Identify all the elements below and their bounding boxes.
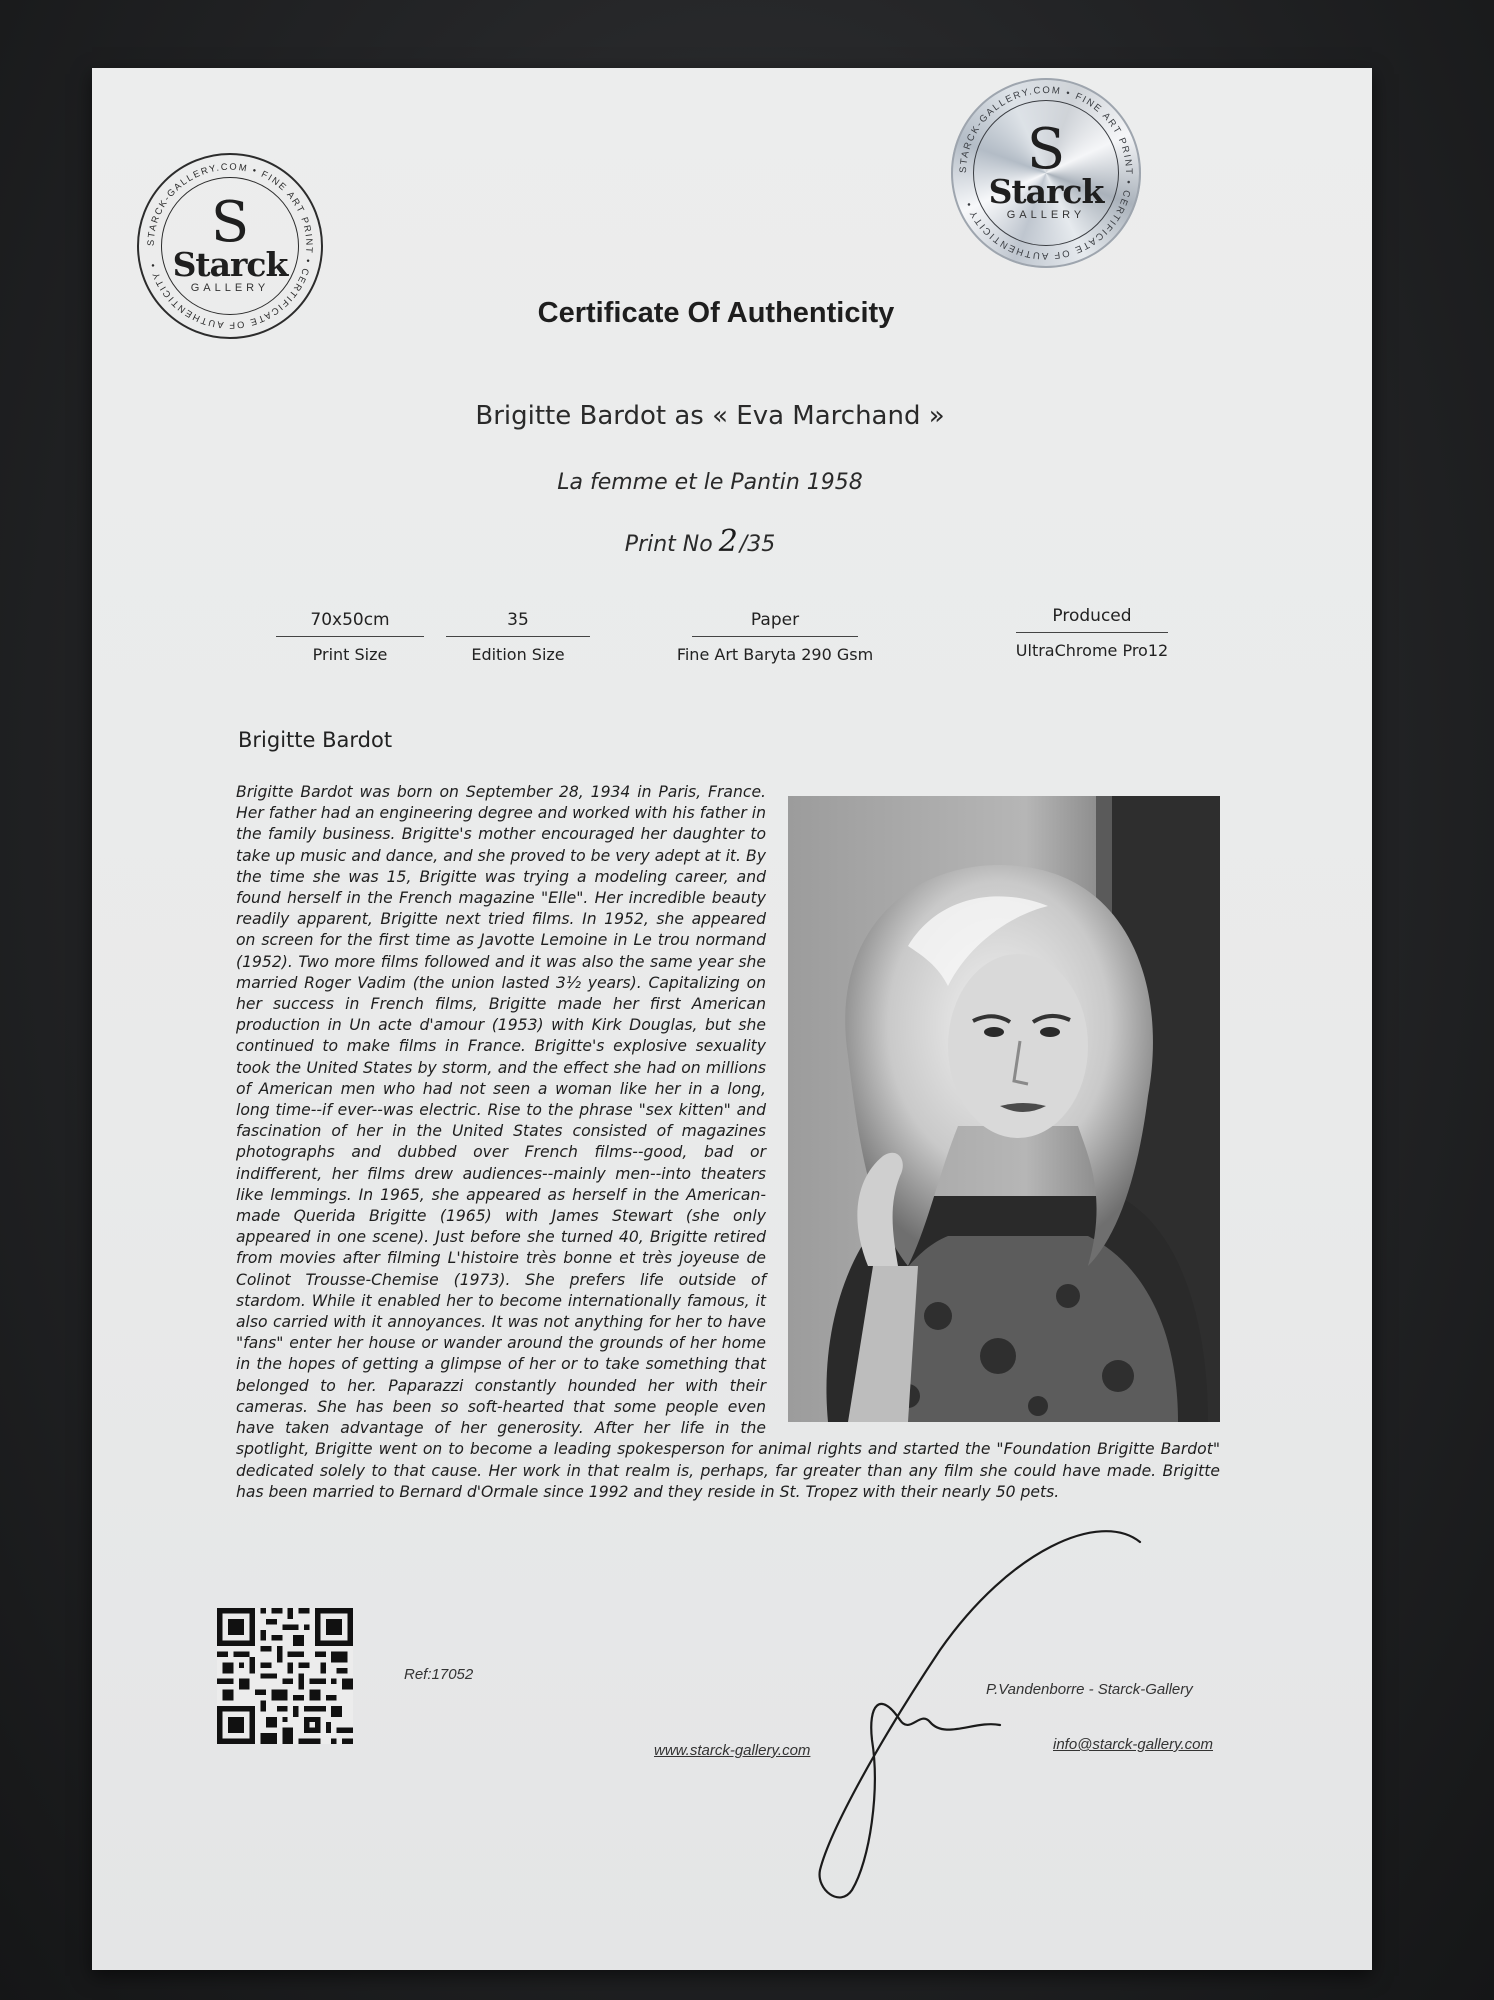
spec-produced (996, 606, 1188, 660)
email-link[interactable]: info@starck-gallery.com (1053, 1736, 1213, 1753)
spec-value: 70x50cm (276, 610, 424, 637)
print-number (500, 524, 900, 559)
spec-value: 35 (446, 610, 590, 637)
bio-section (236, 782, 1220, 1582)
spec-label: Print Size (312, 645, 388, 664)
artwork-subtitle: Brigitte Bardot as « Eva Marchand » (475, 401, 945, 431)
certificate-title: Certificate Of Authenticity (537, 297, 895, 329)
seal-monogram: S (210, 190, 250, 255)
hologram-monogram: S (1026, 117, 1066, 182)
seal-name: Starck (172, 245, 288, 284)
print-number-handwritten: 2 (718, 524, 738, 559)
starck-gallery-seal-left (137, 153, 323, 339)
website-link[interactable]: www.starck-gallery.com (654, 1742, 811, 1759)
film-title: La femme et le Pantin 1958 (557, 470, 863, 495)
spec-label: Edition Size (471, 645, 565, 664)
qr-code-icon[interactable] (217, 1608, 353, 1744)
hologram-seal-right (951, 78, 1141, 268)
hologram-name: Starck (988, 172, 1104, 211)
print-number-total: /35 (739, 532, 776, 557)
bio-text: Brigitte Bardot was born on September 28, 1934 in Paris, France. Her father had an engineering degree and worked with his father in the family business. Brigitte's mother encouraged her daughter to take up music and dance, and she proved to be very adept at it. By the time she was 15, Brigitte was trying a modeling career, and found herself in the French magazine "Elle". Her incredible beauty readily apparent, Brigitte next tried films. In 1952, she appeared on screen for the first time as Javotte Lemoine in Le trou normand (1952). Two more films followed and it was also the same year she married Roger Vadim (the union lasted 3½ years). Capitalizing on her success in French films, Brigitte made her first American production in Un acte d'amour (1953) with Kirk Douglas, but she continued to make films in France. Brigitte's explosive sexuality took the United States by storm, and the effect she had on millions of American men who had not seen a woman like her in a long, long time--if ever--was electric. Rise to the phrase "sex kitten" and fascination of her in the United States consisted of magazines photographs and dubbed over French films--good, bad or indifferent, her films drew audiences--mainly men--into theaters like lemmings. In 1965, she appeared as herself in the American-made Querida Brigitte (1965) with James Stewart (she only appeared in one scene). Just before she turned 40, Brigitte retired from movies after filming L'histoire très bonne et très joyeuse de Colinot Trousse-Chemise (1973). She prefers life outside of stardom. While it enabled her to become internationally famous, it also carried with it annoyances. It was not anything for her to have "fans" enter her house or wander around the grounds of her home in the hopes of getting a glimpse of her or to take something that belonged to her. Paparazzi constantly hounded her with their cameras. She has been so soft-hearted that some people even have taken advantage of her generosity. After her life in the spotlight, Brigitte went on to become a leading spokesperson for animal rights and started the "Foundation Brigitte Bardot" dedicated solely to that cause. Her work in that realm is, perhaps, far greater than any film she could have made. Brigitte has been married to Bernard d'Ormale since 1992 and they reside in St. Tropez with their nearly 50 pets. (236, 783, 1220, 1501)
spec-edition-size (446, 610, 590, 664)
spec-value: Produced (1016, 606, 1168, 633)
hologram-sub: GALLERY (1006, 209, 1086, 221)
hologram-ring-label: STARCK-GALLERY.COM • FINE ART PRINT • CERTIFICATE OF AUTHENTICITY • (957, 84, 1135, 262)
spec-print-size (276, 610, 424, 664)
print-number-label: Print No (624, 532, 713, 557)
bio-heading: Brigitte Bardot (238, 728, 393, 752)
spec-label: Fine Art Baryta 290 Gsm (676, 645, 874, 664)
spec-label: UltraChrome Pro12 (1015, 641, 1169, 660)
spec-paper (660, 610, 890, 664)
reference-number: Ref:17052 (404, 1666, 474, 1683)
spec-value: Paper (692, 610, 858, 637)
portrait-photo (788, 796, 1220, 1422)
seal-ring-label: STARCK-GALLERY.COM • FINE ART PRINT • CERTIFICATE OF AUTHENTICITY • (145, 161, 315, 331)
seal-sub: GALLERY (190, 282, 270, 294)
signer-name: P.Vandenborre - Starck-Gallery (986, 1681, 1193, 1698)
